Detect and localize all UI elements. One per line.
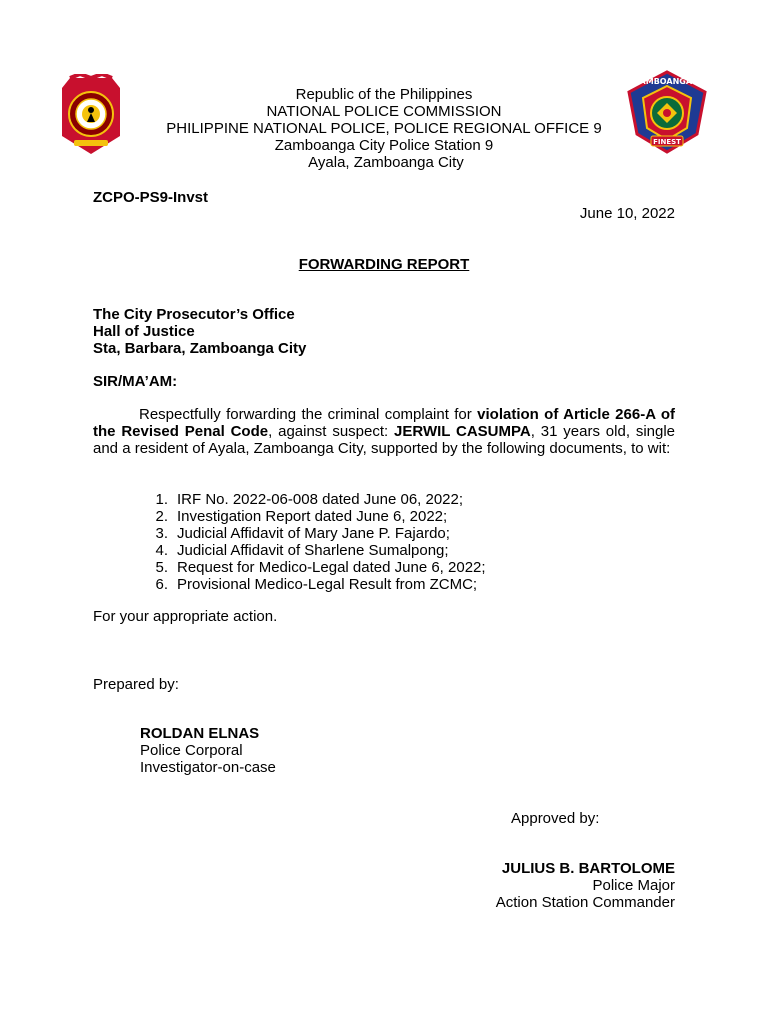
preparer-rank: Police Corporal (140, 742, 243, 759)
body-text: , against suspect: (268, 423, 395, 440)
letterhead (0, 86, 768, 171)
salutation: SIR/MA’AM: (93, 373, 178, 390)
list-item: 4. Judicial Affidavit of Sharlene Sumalpong; (155, 542, 449, 559)
report-title: FORWARDING REPORT (298, 256, 470, 273)
report-date: June 10, 2022 (579, 205, 675, 222)
offense-text: violation of Article 266-A of the Revised Penal Code (93, 406, 675, 440)
svg-text:FINEST: FINEST (653, 138, 681, 146)
body-text: , 31 years old, single and a resident of Ayala, Zamboanga City, supported by the following documents, to wit: (93, 423, 676, 457)
approved-by-label: Approved by: (511, 810, 600, 827)
preparer-name: ROLDAN ELNAS (140, 725, 260, 742)
svg-text:ZAMBOANGA'S: ZAMBOANGA'S (633, 77, 701, 86)
closing-line: For your appropriate action. (93, 608, 278, 625)
letterhead-line-station: Zamboanga City Police Station 9 (274, 137, 494, 154)
body-text: Respectfully forwarding the criminal complaint for (139, 406, 478, 423)
list-item: 5. Request for Medico-Legal dated June 6, 2022; (155, 559, 486, 576)
addressee-block (93, 306, 306, 357)
suspect-name: JERWIL CASUMPA (394, 423, 531, 440)
list-item: 6. Provisional Medico-Legal Result from ZCMC; (155, 576, 478, 593)
list-item: 3. Judicial Affidavit of Mary Jane P. Fajardo; (155, 525, 450, 542)
approver-signature-block (420, 860, 675, 911)
letterhead-line-napolcom: NATIONAL POLICE COMMISSION (266, 103, 502, 120)
approver-rank: Police Major (592, 877, 675, 894)
letterhead-line-address: Ayala, Zamboanga City (308, 154, 464, 171)
prepared-by-label: Prepared by: (93, 676, 179, 693)
letterhead-line-pnp-region: PHILIPPINE NATIONAL POLICE, POLICE REGIONAL OFFICE 9 (166, 120, 602, 137)
approver-position: Action Station Commander (495, 894, 675, 911)
reference-code: ZCPO-PS9-Invst (93, 189, 209, 206)
body-paragraph (93, 406, 675, 457)
approver-name: JULIUS B. BARTOLOME (501, 860, 675, 877)
addressee-line: The City Prosecutor’s Office (93, 306, 295, 323)
addressee-line: Sta, Barbara, Zamboanga City (93, 340, 307, 357)
letterhead-line-republic: Republic of the Philippines (295, 86, 473, 103)
preparer-signature-block (140, 725, 276, 776)
list-item: 1. IRF No. 2022-06-008 dated June 06, 2022; (155, 491, 464, 508)
addressee-line: Hall of Justice (93, 323, 195, 340)
preparer-position: Investigator-on-case (140, 759, 276, 776)
documents-list (140, 491, 486, 593)
list-item: 2. Investigation Report dated June 6, 2022; (155, 508, 448, 525)
